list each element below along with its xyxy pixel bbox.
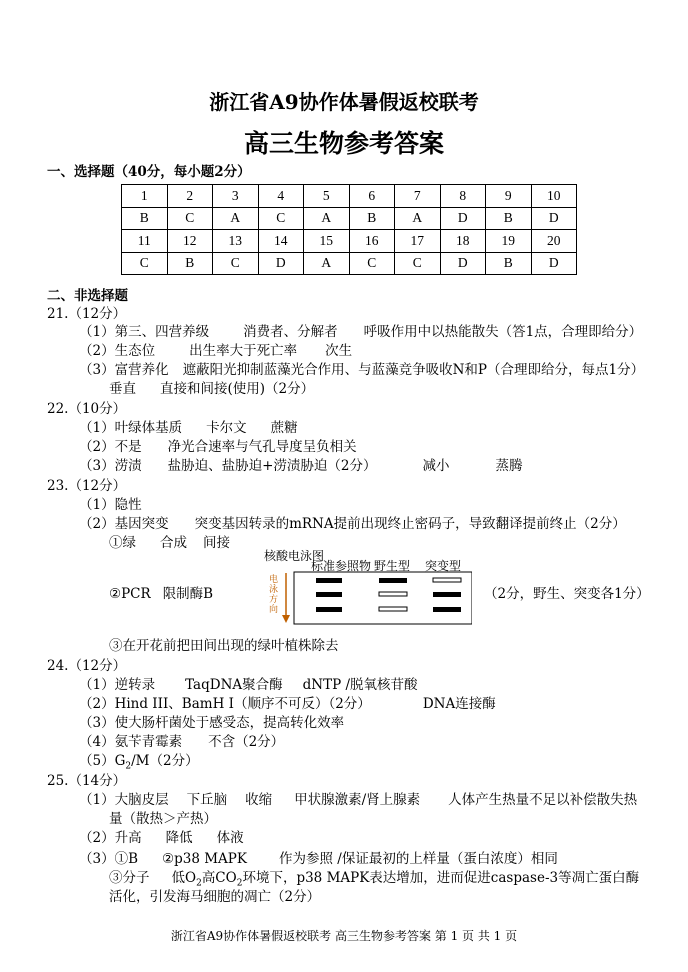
table-row: [122, 230, 577, 253]
q22-line3: [79, 454, 523, 474]
q21-1c: 呼吸作用中以热能散失（答1点，合理即给分）: [363, 324, 643, 340]
q22-line1: [79, 416, 298, 436]
q21-line1: [79, 320, 642, 340]
svg-text:泳: 泳: [269, 584, 279, 594]
q21-4b: 直接和间接(使用)（2分）: [160, 381, 315, 397]
q25-line1b: 量（散热＞产热）: [109, 811, 217, 827]
gel-title: 核酸电泳图: [264, 549, 325, 563]
q24-2a: （2）Hind III、BamH I（顺序不可反）（2分）: [79, 696, 371, 712]
q25-line2: （2）升高 降低 体液: [79, 830, 244, 846]
q21-line4: [109, 377, 314, 397]
page-footer: 浙江省A9协作体暑假返校联考 高三生物参考答案 第 1 页 共 1 页: [170, 929, 518, 943]
gel-band: [379, 578, 407, 583]
q22-1a: （1）叶绿体基质: [79, 420, 183, 436]
table-cell: D: [258, 252, 304, 275]
q22-3a: （3）涝渍: [79, 458, 142, 474]
q21-2a: （2）生态位: [79, 343, 156, 359]
table-cell: B: [122, 207, 168, 230]
q23-3b: 合成: [160, 535, 187, 551]
q21-3a: （3）富营养化: [79, 362, 169, 378]
table-cell: D: [531, 207, 577, 230]
table-cell: 2: [167, 185, 213, 208]
table-cell: D: [440, 207, 486, 230]
table-cell: 10: [531, 185, 577, 208]
q21-4a: 垂直: [109, 381, 136, 397]
q21-line2: [79, 339, 352, 359]
answer-table: [121, 184, 577, 275]
gel-band: [379, 592, 407, 596]
q21-3b: 遮蔽阳光抑制蓝藻光合作用、与蓝藻竞争吸收N和P（合理即给分，每点1分）: [182, 362, 645, 378]
q21-1b: 消费者、分解者: [243, 324, 338, 340]
q22-heading: 22.（10分）: [47, 401, 127, 417]
table-cell: A: [304, 252, 350, 275]
q24-4a: （4）氨苄青霉素: [79, 734, 183, 750]
q23-heading: 23.（12分）: [47, 478, 127, 494]
q22-3d: 蒸腾: [495, 458, 523, 474]
q23-line5: ③在开花前把田间出现的绿叶植株除去: [109, 638, 339, 654]
q24-line2: [79, 692, 496, 712]
svg-text:电: 电: [269, 574, 279, 584]
table-cell: 4: [258, 185, 304, 208]
q21-line3: [79, 358, 644, 378]
table-cell: A: [395, 207, 441, 230]
table-cell: 19: [486, 230, 532, 253]
table-cell: C: [395, 252, 441, 275]
q22-1b: 卡尔文: [206, 420, 247, 436]
gel-band: [316, 592, 342, 597]
gel-band: [379, 607, 407, 611]
table-cell: C: [167, 207, 213, 230]
section2-heading: 二、非选择题: [47, 288, 128, 304]
q25-line1: （1）大脑皮层 下丘脑 收缩 甲状腺激素/肾上腺素 人体产生热量不足以补偿散失热: [79, 792, 638, 808]
table-cell: 9: [486, 185, 532, 208]
section1-heading: 一、选择题（40分，每小题2分）: [47, 164, 251, 180]
gel-band: [316, 578, 342, 583]
q24-line4: [79, 730, 284, 750]
q25-line4: ③分子 低$O_2$高$CO_2$环境下，p38 MAPK表达增加，进而促进caspase-3等凋亡蛋白酶: [109, 870, 640, 889]
table-cell: 7: [395, 185, 441, 208]
table-cell: 18: [440, 230, 486, 253]
table-cell: B: [167, 252, 213, 275]
q23-2b: 突变基因转录的mRNA提前出现终止密码子，导致翻译提前终止（2分）: [194, 516, 626, 532]
q24-1a: （1）逆转录: [79, 677, 156, 693]
gel-direction-label: [269, 573, 278, 614]
table-cell: 1: [122, 185, 168, 208]
table-cell: A: [213, 207, 259, 230]
q23-4a: ②PCR: [109, 586, 151, 602]
q22-1c: 蔗糖: [270, 420, 298, 436]
table-cell: 5: [304, 185, 350, 208]
document-subtitle: 高三生物参考答案: [243, 129, 444, 158]
q24-1b: TaqDNA聚合酶: [185, 677, 283, 693]
q23-line2: [79, 512, 626, 532]
q25-line4b: 活化，引发海马细胞的凋亡（2分）: [109, 889, 321, 905]
q21-1a: （1）第三、四营养级: [79, 324, 210, 340]
table-cell: 15: [304, 230, 350, 253]
document-title: 浙江省A9协作体暑假返校联考: [209, 90, 479, 114]
svg-text:方: 方: [269, 594, 279, 604]
q23-3a: ①绿: [109, 535, 136, 551]
q22-3c: 减小: [422, 458, 450, 474]
q22-2a: （2）不是: [79, 439, 142, 455]
table-cell: B: [349, 207, 395, 230]
table-cell: 11: [122, 230, 168, 253]
gel-direction-arrow-icon: [282, 615, 290, 623]
q24-4b: 不含（2分）: [208, 734, 285, 750]
gel-band: [433, 578, 461, 582]
q22-line2: [79, 435, 357, 455]
svg-text:向: 向: [269, 604, 279, 614]
table-row: [122, 185, 577, 208]
table-cell: D: [440, 252, 486, 275]
q23-line1: （1）隐性: [79, 497, 142, 513]
q24-line5: $(5)G_2/M(2$分）: [79, 753, 199, 772]
q23-line3: [109, 531, 230, 551]
table-row: [122, 207, 577, 230]
q22-3b: 盐胁迫、盐胁迫+涝渍胁迫（2分）: [167, 458, 377, 474]
q25-heading: 25.（14分）: [47, 773, 127, 789]
q24-2b: DNA连接酶: [422, 696, 496, 712]
q23-3c: 间接: [203, 535, 230, 551]
q22-2b: 净光合速率与气孔导度呈负相关: [167, 439, 357, 455]
q23-2a: （2）基因突变: [79, 516, 169, 532]
table-cell: 16: [349, 230, 395, 253]
table-cell: 14: [258, 230, 304, 253]
table-cell: 17: [395, 230, 441, 253]
table-cell: 12: [167, 230, 213, 253]
table-cell: C: [258, 207, 304, 230]
table-cell: B: [486, 252, 532, 275]
q24-line1: [79, 673, 418, 693]
table-cell: 13: [213, 230, 259, 253]
q21-2b: 出生率大于死亡率: [189, 343, 298, 359]
table-cell: 20: [531, 230, 577, 253]
q25-line3: （3）①B ②p38 MAPK 作为参照 /保证最初的上样量（蛋白浓度）相同: [79, 851, 558, 867]
table-cell: A: [304, 207, 350, 230]
gel-band: [316, 607, 342, 612]
table-cell: D: [531, 252, 577, 275]
q24-line3: （3）使大肠杆菌处于感受态，提高转化效率: [79, 715, 345, 731]
q21-heading: 21.（12分）: [47, 306, 127, 322]
table-cell: B: [486, 207, 532, 230]
q23-line4: [109, 582, 213, 602]
table-cell: C: [213, 252, 259, 275]
q23-note: （2分，野生、突变各1分）: [484, 586, 650, 602]
q23-4b: 限制酶B: [162, 586, 214, 602]
table-cell: C: [122, 252, 168, 275]
gel-lane-1: 标准参照物: [311, 559, 372, 573]
table-cell: 6: [349, 185, 395, 208]
gel-lane-3: 突变型: [425, 559, 462, 573]
gel-band: [433, 607, 461, 612]
table-cell: 3: [213, 185, 259, 208]
q21-2c: 次生: [325, 343, 353, 359]
gel-lane-2: 野生型: [374, 559, 411, 573]
q24-1c: dNTP /脱氧核苷酸: [302, 677, 418, 693]
q24-heading: 24.（12分）: [47, 658, 127, 674]
electrophoresis-diagram: [232, 549, 472, 639]
table-row: [122, 252, 577, 275]
gel-band: [433, 592, 461, 597]
table-cell: 8: [440, 185, 486, 208]
table-cell: C: [349, 252, 395, 275]
